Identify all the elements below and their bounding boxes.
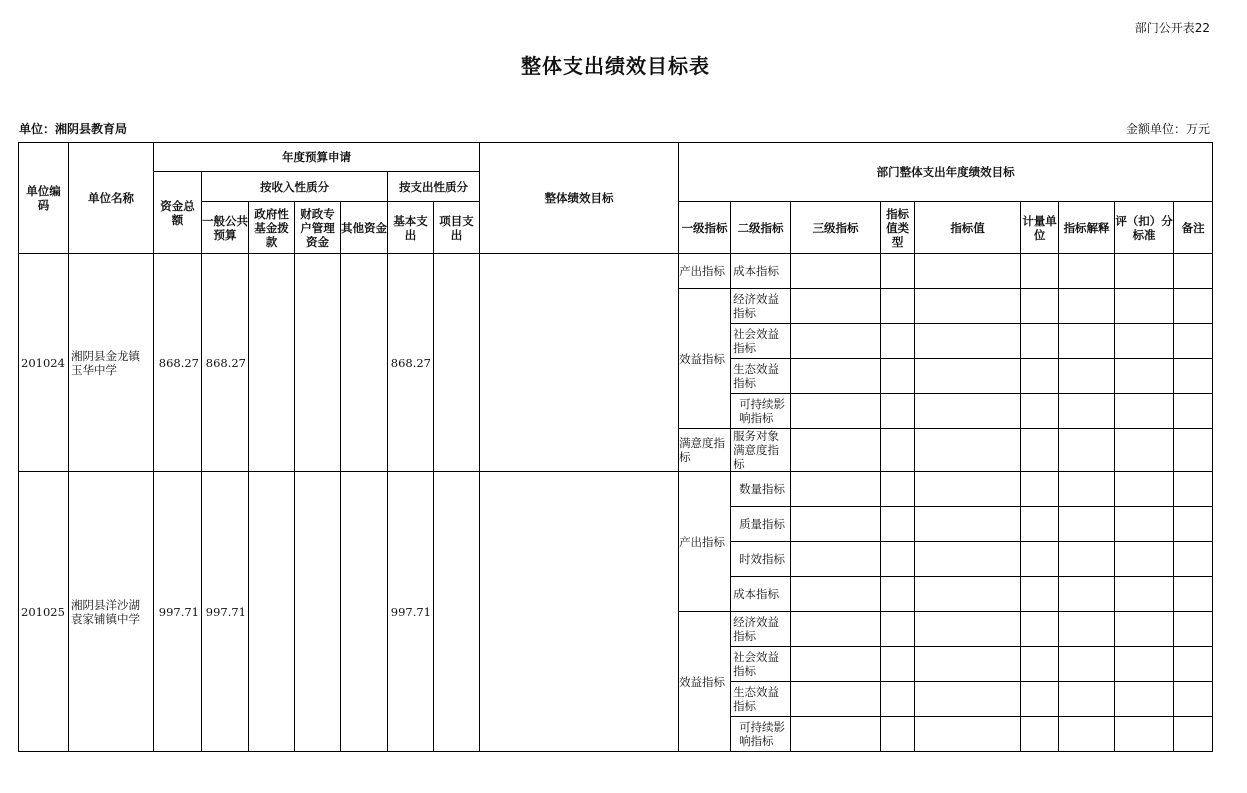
level3-indicator-cell: [791, 394, 881, 429]
level3-indicator-cell: [791, 717, 881, 752]
measure-unit-cell: [1021, 394, 1059, 429]
header-project-expense: 项目支出: [434, 202, 480, 254]
scoring-cell: [1115, 682, 1174, 717]
indicator-value-cell: [915, 612, 1021, 647]
level2-indicator-cell: 可持续影响指标: [731, 394, 791, 429]
value-type-cell: [881, 394, 915, 429]
level2-indicator-cell: 可持续影响指标: [731, 717, 791, 752]
unit-name-cell: 湘阴县金龙镇玉华中学: [69, 254, 154, 472]
amount-unit: 金额单位：万元: [1125, 122, 1210, 136]
form-number: 部门公开表22: [1134, 21, 1210, 35]
reporting-unit: 单位：湘阴县教育局: [19, 122, 128, 136]
scoring-cell: [1115, 359, 1174, 394]
performance-target-table: [18, 142, 1213, 752]
remarks-cell: [1174, 289, 1213, 324]
remarks-cell: [1174, 682, 1213, 717]
level2-indicator-cell: 服务对象满意度指标: [731, 429, 791, 472]
remarks-cell: [1174, 254, 1213, 289]
header-overall-goal: 整体绩效目标: [480, 143, 679, 254]
measure-unit-cell: [1021, 324, 1059, 359]
explanation-cell: [1059, 472, 1115, 507]
scoring-cell: [1115, 324, 1174, 359]
scoring-cell: [1115, 507, 1174, 542]
explanation-cell: [1059, 254, 1115, 289]
header-level1: 一级指标: [679, 202, 731, 254]
level2-indicator-cell: 社会效益指标: [731, 647, 791, 682]
special-fund-cell: [295, 254, 341, 472]
header-level3: 三级指标: [791, 202, 881, 254]
indicator-value-cell: [915, 359, 1021, 394]
measure-unit-cell: [1021, 612, 1059, 647]
level2-indicator-cell: 成本指标: [731, 254, 791, 289]
value-type-cell: [881, 289, 915, 324]
header-value-type: 指标值类型: [881, 202, 915, 254]
explanation-cell: [1059, 394, 1115, 429]
level3-indicator-cell: [791, 682, 881, 717]
header-gov-fund: 政府性基金拨款: [249, 202, 295, 254]
scoring-cell: [1115, 612, 1174, 647]
header-scoring: 评（扣）分标准: [1115, 202, 1174, 254]
special-fund-cell: [295, 472, 341, 752]
header-explanation: 指标解释: [1059, 202, 1115, 254]
remarks-cell: [1174, 612, 1213, 647]
indicator-value-cell: [915, 577, 1021, 612]
header-other-fund: 其他资金: [341, 202, 388, 254]
measure-unit-cell: [1021, 507, 1059, 542]
measure-unit-cell: [1021, 647, 1059, 682]
level2-indicator-cell: 经济效益指标: [731, 289, 791, 324]
level3-indicator-cell: [791, 507, 881, 542]
level2-indicator-cell: 生态效益指标: [731, 359, 791, 394]
page-title: 整体支出绩效目标表: [521, 54, 710, 78]
header-indicator-value: 指标值: [915, 202, 1021, 254]
measure-unit-cell: [1021, 359, 1059, 394]
explanation-cell: [1059, 612, 1115, 647]
header-by-expense: 按支出性质分: [388, 172, 480, 202]
value-type-cell: [881, 254, 915, 289]
header-measure-unit: 计量单位: [1021, 202, 1059, 254]
measure-unit-cell: [1021, 254, 1059, 289]
indicator-value-cell: [915, 254, 1021, 289]
header-basic-expense: 基本支出: [388, 202, 434, 254]
overall-goal-cell: [480, 254, 679, 472]
remarks-cell: [1174, 394, 1213, 429]
other-fund-cell: [341, 472, 388, 752]
overall-goal-cell: [480, 472, 679, 752]
remarks-cell: [1174, 359, 1213, 394]
level1-indicator-cell: 产出指标: [679, 472, 731, 612]
level3-indicator-cell: [791, 647, 881, 682]
gov-fund-cell: [249, 472, 295, 752]
indicator-value-cell: [915, 507, 1021, 542]
header-general-budget: 一般公共预算: [202, 202, 249, 254]
explanation-cell: [1059, 717, 1115, 752]
explanation-cell: [1059, 682, 1115, 717]
measure-unit-cell: [1021, 429, 1059, 472]
explanation-cell: [1059, 507, 1115, 542]
value-type-cell: [881, 429, 915, 472]
scoring-cell: [1115, 394, 1174, 429]
indicator-value-cell: [915, 682, 1021, 717]
measure-unit-cell: [1021, 577, 1059, 612]
unit-name-cell: 湘阴县洋沙湖袁家铺镇中学: [69, 472, 154, 752]
header-level2: 二级指标: [731, 202, 791, 254]
measure-unit-cell: [1021, 682, 1059, 717]
remarks-cell: [1174, 324, 1213, 359]
header-annual-budget: 年度预算申请: [154, 143, 480, 172]
general-budget-cell: 997.71: [202, 472, 249, 752]
remarks-cell: [1174, 472, 1213, 507]
level3-indicator-cell: [791, 324, 881, 359]
total-funds-cell: 868.27: [154, 254, 202, 472]
level3-indicator-cell: [791, 429, 881, 472]
remarks-cell: [1174, 647, 1213, 682]
table-row: [19, 472, 1213, 507]
indicator-value-cell: [915, 289, 1021, 324]
level2-indicator-cell: 数量指标: [731, 472, 791, 507]
header-unit-code: 单位编码: [19, 143, 69, 254]
remarks-cell: [1174, 577, 1213, 612]
basic-expense-cell: 997.71: [388, 472, 434, 752]
level3-indicator-cell: [791, 612, 881, 647]
explanation-cell: [1059, 429, 1115, 472]
project-expense-cell: [434, 254, 480, 472]
level3-indicator-cell: [791, 472, 881, 507]
value-type-cell: [881, 359, 915, 394]
basic-expense-cell: 868.27: [388, 254, 434, 472]
scoring-cell: [1115, 717, 1174, 752]
header-dept-goal: 部门整体支出年度绩效目标: [679, 143, 1213, 202]
level1-indicator-cell: 效益指标: [679, 289, 731, 429]
level1-indicator-cell: 效益指标: [679, 612, 731, 752]
unit-code-cell: 201024: [19, 254, 69, 472]
project-expense-cell: [434, 472, 480, 752]
level3-indicator-cell: [791, 254, 881, 289]
total-funds-cell: 997.71: [154, 472, 202, 752]
level2-indicator-cell: 经济效益指标: [731, 612, 791, 647]
indicator-value-cell: [915, 429, 1021, 472]
scoring-cell: [1115, 647, 1174, 682]
remarks-cell: [1174, 429, 1213, 472]
remarks-cell: [1174, 507, 1213, 542]
scoring-cell: [1115, 289, 1174, 324]
scoring-cell: [1115, 472, 1174, 507]
value-type-cell: [881, 324, 915, 359]
unit-code-cell: 201025: [19, 472, 69, 752]
indicator-value-cell: [915, 717, 1021, 752]
scoring-cell: [1115, 254, 1174, 289]
value-type-cell: [881, 472, 915, 507]
level2-indicator-cell: 成本指标: [731, 577, 791, 612]
header-total-funds: 资金总额: [154, 172, 202, 254]
measure-unit-cell: [1021, 717, 1059, 752]
value-type-cell: [881, 682, 915, 717]
level3-indicator-cell: [791, 289, 881, 324]
level3-indicator-cell: [791, 542, 881, 577]
level2-indicator-cell: 生态效益指标: [731, 682, 791, 717]
explanation-cell: [1059, 647, 1115, 682]
header-remarks: 备注: [1174, 202, 1213, 254]
remarks-cell: [1174, 542, 1213, 577]
value-type-cell: [881, 577, 915, 612]
header-unit-name: 单位名称: [69, 143, 154, 254]
value-type-cell: [881, 612, 915, 647]
indicator-value-cell: [915, 542, 1021, 577]
level2-indicator-cell: 社会效益指标: [731, 324, 791, 359]
level1-indicator-cell: 产出指标: [679, 254, 731, 289]
explanation-cell: [1059, 359, 1115, 394]
indicator-value-cell: [915, 472, 1021, 507]
value-type-cell: [881, 507, 915, 542]
scoring-cell: [1115, 542, 1174, 577]
explanation-cell: [1059, 289, 1115, 324]
general-budget-cell: 868.27: [202, 254, 249, 472]
indicator-value-cell: [915, 647, 1021, 682]
measure-unit-cell: [1021, 542, 1059, 577]
header-special-fund: 财政专户管理资金: [295, 202, 341, 254]
value-type-cell: [881, 647, 915, 682]
gov-fund-cell: [249, 254, 295, 472]
measure-unit-cell: [1021, 472, 1059, 507]
explanation-cell: [1059, 324, 1115, 359]
measure-unit-cell: [1021, 289, 1059, 324]
scoring-cell: [1115, 429, 1174, 472]
value-type-cell: [881, 717, 915, 752]
explanation-cell: [1059, 577, 1115, 612]
level3-indicator-cell: [791, 577, 881, 612]
level2-indicator-cell: 质量指标: [731, 507, 791, 542]
value-type-cell: [881, 542, 915, 577]
scoring-cell: [1115, 577, 1174, 612]
table-row: [19, 254, 1213, 289]
indicator-value-cell: [915, 394, 1021, 429]
other-fund-cell: [341, 254, 388, 472]
level1-indicator-cell: 满意度指标: [679, 429, 731, 472]
remarks-cell: [1174, 717, 1213, 752]
level2-indicator-cell: 时效指标: [731, 542, 791, 577]
header-by-income: 按收入性质分: [202, 172, 388, 202]
indicator-value-cell: [915, 324, 1021, 359]
level3-indicator-cell: [791, 359, 881, 394]
explanation-cell: [1059, 542, 1115, 577]
